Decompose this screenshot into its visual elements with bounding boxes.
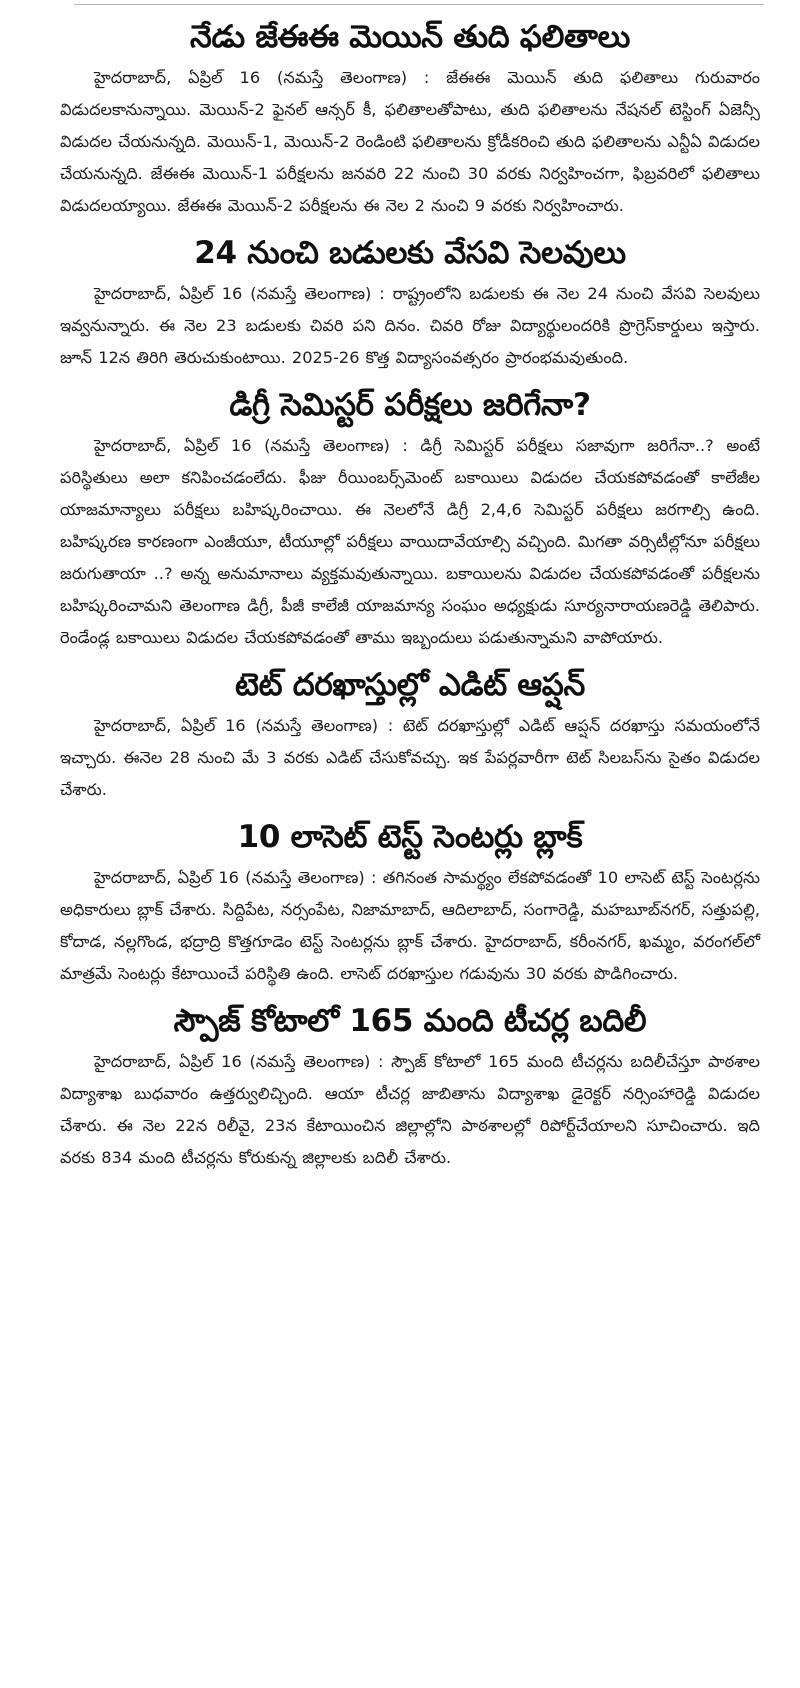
- headline: 24 నుంచి బడులకు వేసవి సెలవులు: [194, 235, 626, 271]
- article-tet-edit: [60, 664, 760, 806]
- headline: స్పౌజ్‌ కోటాలో 165 మంది టీచర్ల బదిలీ: [173, 1003, 647, 1039]
- headline: 10 లాసెట్‌ టెస్ట్‌ సెంటర్లు బ్లాక్‌: [237, 819, 583, 855]
- article-spouse-quota: [60, 1000, 760, 1174]
- headline: నేడు జేఈఈ మెయిన్‌ తుది ఫలితాలు: [190, 19, 630, 55]
- article-body: హైదరాబాద్‌, ఏప్రిల్‌ 16 (నమస్తే తెలంగాణ) : రాష్ట్రంలోని బడులకు ఈ నెల 24 నుంచి వేసవి సెలవులు ఇవ్వనున్నారు. ఈ నెల 23 బడులకు చివరి పని దినం. చివరి రోజు విద్యార్థులందరికి ప్రొగ్రెస్‌కార్డులు ఇస్తారు. జూన్‌ 12న తిరిగి తెరుచుకుంటాయి. 2025-26 కొత్త విద్యాసంవత్సరం ప్రారంభమవుతుంది.: [60, 284, 760, 367]
- top-divider: [74, 4, 764, 5]
- headline: డిగ్రీ సెమిస్టర్‌ పరీక్షలు జరిగేనా?: [229, 387, 591, 423]
- news-column: [60, 16, 760, 1184]
- article-body: హైదరాబాద్‌, ఏప్రిల్‌ 16 (నమస్తే తెలంగాణ) : టెట్‌ దరఖాస్తుల్లో ఎడిట్‌ ఆప్షన్‌ దరఖాస్తు సమయంలోనే ఇచ్చారు. ఈనెల 28 నుంచి మే 3 వరకు ఎడిట్‌ చేసుకోవచ్చు. ఇక పేపర్లవారీగా టెట్‌ సిలబస్‌ను సైతం విడుదల చేశారు.: [60, 716, 760, 799]
- article-summer-holidays: [60, 232, 760, 374]
- article-lawcet-centers: [60, 816, 760, 990]
- article-body: హైదరాబాద్‌, ఏప్రిల్‌ 16 (నమస్తే తెలంగాణ) : డిగ్రీ సెమిస్టర్‌ పరీక్షలు సజావుగా జరిగేనా..? అంటే పరిస్థితులు అలా కనిపించడంలేదు. ఫీజు రీయింబర్స్‌మెంట్‌ బకాయిలు విడుదల చేయకపోవడంతో కాలేజీల యాజమాన్యాలు పరీక్షలు బహిష్కరించాయి. ఈ నెలలోనే డిగ్రీ 2,4,6 సెమిస్టర్‌ పరీక్షలు జరగాల్సి ఉంది. బహిష్కరణ కారణంగా ఎంజీయూ, టీయూల్లో పరీక్షలు వాయిదావేయాల్సి వచ్చింది. మిగతా వర్సిటీల్లోనూ పరీక్షలు జరుగుతాయా ..? అన్న అనుమానాలు వ్యక్తమవుతున్నాయి. బకాయిలను విడుదల చేయకపోవడంతో పరీక్షలను బహిష్కరించామని తెలంగాణ డిగ్రీ, పీజీ కాలేజీ యాజమాన్య సంఘం అధ్యక్షుడు సూర్యనారాయణరెడ్డి తెలిపారు. రెండేండ్ల బకాయిలు విడుదల చేయకపోవడంతో తాము ఇబ్బందులు పడుతున్నామని వాపోయారు.: [60, 436, 760, 647]
- article-body: హైదరాబాద్‌, ఏప్రిల్‌ 16 (నమస్తే తెలంగాణ) : స్పౌజ్‌ కోటాలో 165 మంది టీచర్లను బదిలీచేస్తూ పాఠశాల విద్యాశాఖ బుధవారం ఉత్తర్వులిచ్చింది. ఆయా టీచర్ల జాబితాను విద్యాశాఖ డైరెక్టర్‌ నర్సింహారెడ్డి విడుదల చేశారు. ఈ నెల 22న రిలీవై, 23న కేటాయించిన జిల్లాల్లోని పాఠశాలల్లో రిపోర్ట్‌చేయాలని సూచించారు. ఇది వరకు 834 మంది టీచర్లను కోరుకున్న జిల్లాలకు బదిలీ చేశారు.: [60, 1052, 760, 1167]
- headline: టెట్‌ దరఖాస్తుల్లో ఎడిట్‌ ఆప్షన్‌: [235, 667, 585, 703]
- article-jee-results: [60, 16, 760, 222]
- article-degree-exams: [60, 384, 760, 654]
- article-body: హైదరాబాద్‌, ఏప్రిల్‌ 16 (నమస్తే తెలంగాణ) : జేఈఈ మెయిన్‌ తుది ఫలితాలు గురువారం విడుదలకానున్నాయి. మెయిన్‌-2 ఫైనల్‌ ఆన్సర్‌ కీ, ఫలితాలతోపాటు, తుది ఫలితాలను నేషనల్‌ టెస్టింగ్‌ ఏజెన్సీ విడుదల చేయనున్నది. మెయిన్‌-1, మెయిన్‌-2 రెండింటి ఫలితాలను క్రోడీకరించి తుది ఫలితాలను ఎన్టీఏ విడుదల చేయనున్నది. జేఈఈ మెయిన్‌-1 పరీక్షలను జనవరి 22 నుంచి 30 వరకు నిర్వహించగా, ఫిబ్రవరిలో ఫలితాలు విడుదలయ్యాయి. జేఈఈ మెయిన్‌-2 పరీక్షలను ఈ నెల 2 నుంచి 9 వరకు నిర్వహించారు.: [60, 68, 760, 215]
- article-body: హైదరాబాద్‌, ఏప్రిల్‌ 16 (నమస్తే తెలంగాణ) : తగినంత సామర్థ్యం లేకపోవడంతో 10 లాసెట్‌ టెస్ట్‌ సెంటర్లను అధికారులు బ్లాక్‌ చేశారు. సిద్దిపేట, నర్సంపేట, నిజామాబాద్‌, ఆదిలాబాద్‌, సంగారెడ్డి, మహబూబ్‌నగర్‌, సత్తుపల్లి, కోదాడ, నల్లగొండ, భద్రాద్రి కొత్తగూడెం టెస్ట్‌ సెంటర్లను బ్లాక్‌ చేశారు. హైదరాబాద్‌, కరీంనగర్‌, ఖమ్మం, వరంగల్‌లో మాత్రమే సెంటర్లు కేటాయించే పరిస్థితి ఉంది. లాసెట్‌ దరఖాస్తుల గడువును 30 వరకు పొడిగించారు.: [60, 868, 761, 983]
